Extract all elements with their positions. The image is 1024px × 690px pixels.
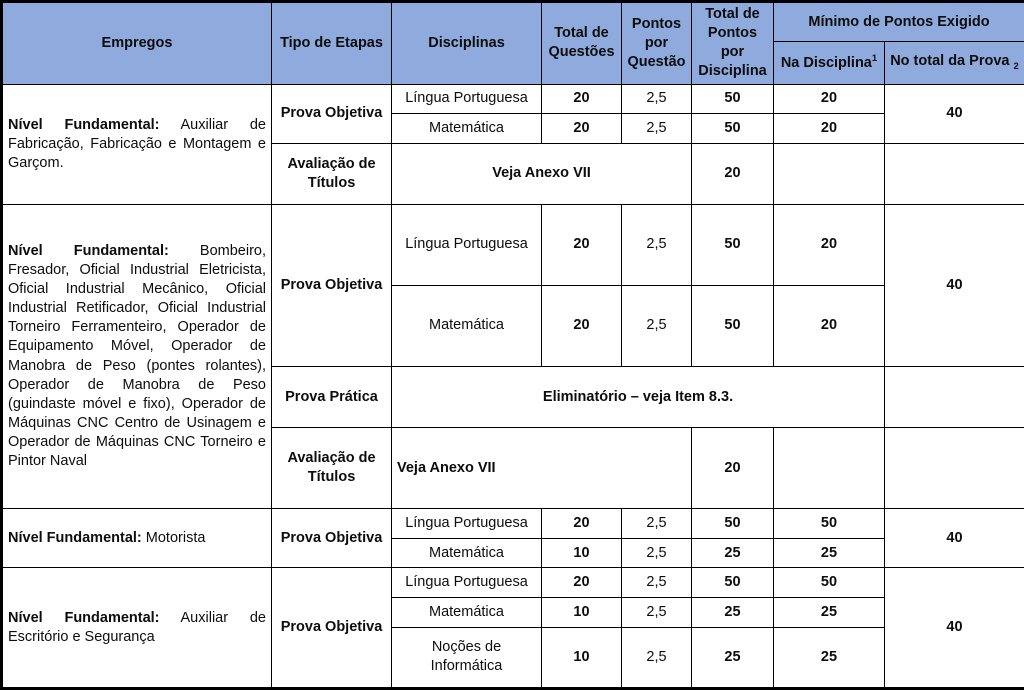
cell-total-prova-empty bbox=[885, 366, 1024, 427]
cell-disciplina: Língua Portuguesa bbox=[392, 568, 542, 598]
cell-total-questoes: 10 bbox=[542, 597, 622, 627]
emprego-label-bold: Nível Fundamental: bbox=[8, 530, 142, 546]
table-row bbox=[2, 84, 1024, 114]
header-row-1 bbox=[2, 2, 1024, 42]
cell-total-pontos: 50 bbox=[692, 205, 774, 286]
cell-total-pontos: 50 bbox=[692, 84, 774, 114]
cell-veja-anexo-grupo-1: Veja Anexo VII bbox=[392, 143, 692, 204]
header-no-total-da-prova bbox=[885, 42, 1024, 84]
cell-min-disciplina: 25 bbox=[774, 538, 885, 568]
cell-emprego-grupo-2 bbox=[2, 205, 272, 509]
cell-total-questoes: 20 bbox=[542, 509, 622, 539]
cell-pontos-por-questao: 2,5 bbox=[622, 538, 692, 568]
header-total-de-pontos-por-disciplina: Total de Pontos por Disciplina bbox=[692, 2, 774, 85]
cell-total-pontos: 25 bbox=[692, 597, 774, 627]
cell-eliminatorio-grupo-2: Eliminatório – veja Item 8.3. bbox=[392, 366, 885, 427]
header-no-total-da-prova-label: No total da Prova bbox=[890, 53, 1009, 69]
cell-disciplina: Matemática bbox=[392, 538, 542, 568]
cell-total-questoes: 20 bbox=[542, 114, 622, 144]
header-minimo-de-pontos-exigido: Mínimo de Pontos Exigido bbox=[774, 2, 1024, 42]
cell-min-disciplina: 20 bbox=[774, 114, 885, 144]
header-disciplinas: Disciplinas bbox=[392, 2, 542, 85]
cell-total-prova-grupo-2: 40 bbox=[885, 205, 1024, 367]
cell-pontos-por-questao: 2,5 bbox=[622, 114, 692, 144]
cell-etapa-grupo-1-titulos: Avaliação de Títulos bbox=[272, 143, 392, 204]
cell-total-pontos: 20 bbox=[692, 428, 774, 509]
table-row bbox=[2, 205, 1024, 286]
header-total-de-questoes: Total de Questões bbox=[542, 2, 622, 85]
footnote-marker-2: 2 bbox=[1013, 61, 1018, 72]
footnote-marker-1: 1 bbox=[872, 53, 877, 64]
cell-min-disciplina: 25 bbox=[774, 627, 885, 688]
cell-total-questoes: 10 bbox=[542, 538, 622, 568]
table-body bbox=[2, 84, 1024, 688]
cell-total-pontos: 50 bbox=[692, 114, 774, 144]
emprego-label-rest: Auxiliar de Escritório e Segurança bbox=[8, 610, 266, 645]
cell-total-questoes: 10 bbox=[542, 627, 622, 688]
cell-pontos-por-questao: 2,5 bbox=[622, 627, 692, 688]
cell-total-prova-empty bbox=[885, 428, 1024, 509]
cell-pontos-por-questao: 2,5 bbox=[622, 509, 692, 539]
cell-min-disciplina: 20 bbox=[774, 84, 885, 114]
cell-veja-anexo-grupo-2: Veja Anexo VII bbox=[392, 428, 692, 509]
cell-pontos-por-questao: 2,5 bbox=[622, 568, 692, 598]
cell-total-pontos: 20 bbox=[692, 143, 774, 204]
cell-total-pontos: 50 bbox=[692, 568, 774, 598]
cell-emprego-grupo-1 bbox=[2, 84, 272, 205]
cell-etapa-grupo-1-objetiva: Prova Objetiva bbox=[272, 84, 392, 143]
cell-total-pontos: 25 bbox=[692, 538, 774, 568]
cell-emprego-grupo-4 bbox=[2, 568, 272, 689]
cell-emprego-grupo-3 bbox=[2, 509, 272, 568]
header-pontos-por-questao: Pontos por Questão bbox=[622, 2, 692, 85]
cell-disciplina: Língua Portuguesa bbox=[392, 84, 542, 114]
header-na-disciplina-label: Na Disciplina bbox=[781, 55, 872, 71]
cell-etapa-grupo-2-pratica: Prova Prática bbox=[272, 366, 392, 427]
cell-total-pontos: 25 bbox=[692, 627, 774, 688]
cell-disciplina: Matemática bbox=[392, 285, 542, 366]
table-row bbox=[2, 568, 1024, 598]
header-empregos: Empregos bbox=[2, 2, 272, 85]
cell-disciplina: Matemática bbox=[392, 597, 542, 627]
cell-disciplina: Noções de Informática bbox=[392, 627, 542, 688]
cell-total-questoes: 20 bbox=[542, 285, 622, 366]
cell-etapa-grupo-3-objetiva: Prova Objetiva bbox=[272, 509, 392, 568]
cell-total-prova-grupo-3: 40 bbox=[885, 509, 1024, 568]
cell-min-disciplina: 50 bbox=[774, 568, 885, 598]
cell-total-pontos: 50 bbox=[692, 509, 774, 539]
cell-pontos-por-questao: 2,5 bbox=[622, 205, 692, 286]
table-header bbox=[2, 2, 1024, 85]
cell-disciplina: Matemática bbox=[392, 114, 542, 144]
cell-min-disciplina: 20 bbox=[774, 285, 885, 366]
cell-total-pontos: 50 bbox=[692, 285, 774, 366]
header-na-disciplina bbox=[774, 42, 885, 84]
table-row bbox=[2, 509, 1024, 539]
cell-pontos-por-questao: 2,5 bbox=[622, 597, 692, 627]
cell-total-questoes: 20 bbox=[542, 568, 622, 598]
cell-etapa-grupo-4-objetiva: Prova Objetiva bbox=[272, 568, 392, 689]
emprego-label-bold: Nível Fundamental: bbox=[8, 243, 169, 259]
emprego-label-rest: Motorista bbox=[142, 530, 206, 546]
cell-total-questoes: 20 bbox=[542, 205, 622, 286]
cell-disciplina: Língua Portuguesa bbox=[392, 205, 542, 286]
header-tipo-de-etapas: Tipo de Etapas bbox=[272, 2, 392, 85]
cell-min-disciplina: 50 bbox=[774, 509, 885, 539]
cell-total-questoes: 20 bbox=[542, 84, 622, 114]
cell-pontos-por-questao: 2,5 bbox=[622, 84, 692, 114]
cell-total-prova-grupo-1: 40 bbox=[885, 84, 1024, 143]
cell-pontos-por-questao: 2,5 bbox=[622, 285, 692, 366]
emprego-label-rest: Bombeiro, Fresador, Oficial Industrial Eletricista, Oficial Industrial Mecânico, Oficial Industrial Retificador, Oficial Industrial Torneiro Ferramenteiro, Operador de Equipamento Móvel, Operador de Manobra de Peso (pontes rolantes), Operador de Manobra de Peso (guindaste móvel e fixo), Operador de Máquinas CNC Centro de Usinagem e Operador de Máquinas CNC Torneiro e Pintor Naval bbox=[8, 243, 266, 469]
cell-etapa-grupo-2-objetiva: Prova Objetiva bbox=[272, 205, 392, 367]
emprego-label-bold: Nível Fundamental: bbox=[8, 117, 160, 133]
emprego-label-rest: Auxiliar de Fabricação, Fabricação e Montagem e Garçom. bbox=[8, 117, 266, 171]
emprego-label-bold: Nível Fundamental: bbox=[8, 610, 160, 626]
cell-total-prova-grupo-4: 40 bbox=[885, 568, 1024, 689]
cell-min-disciplina: 20 bbox=[774, 205, 885, 286]
cell-total-prova-empty bbox=[885, 143, 1024, 204]
cell-min-disciplina-empty bbox=[774, 428, 885, 509]
cell-etapa-grupo-2-titulos: Avaliação de Títulos bbox=[272, 428, 392, 509]
cell-min-disciplina-empty bbox=[774, 143, 885, 204]
cell-min-disciplina: 25 bbox=[774, 597, 885, 627]
cell-disciplina: Língua Portuguesa bbox=[392, 509, 542, 539]
